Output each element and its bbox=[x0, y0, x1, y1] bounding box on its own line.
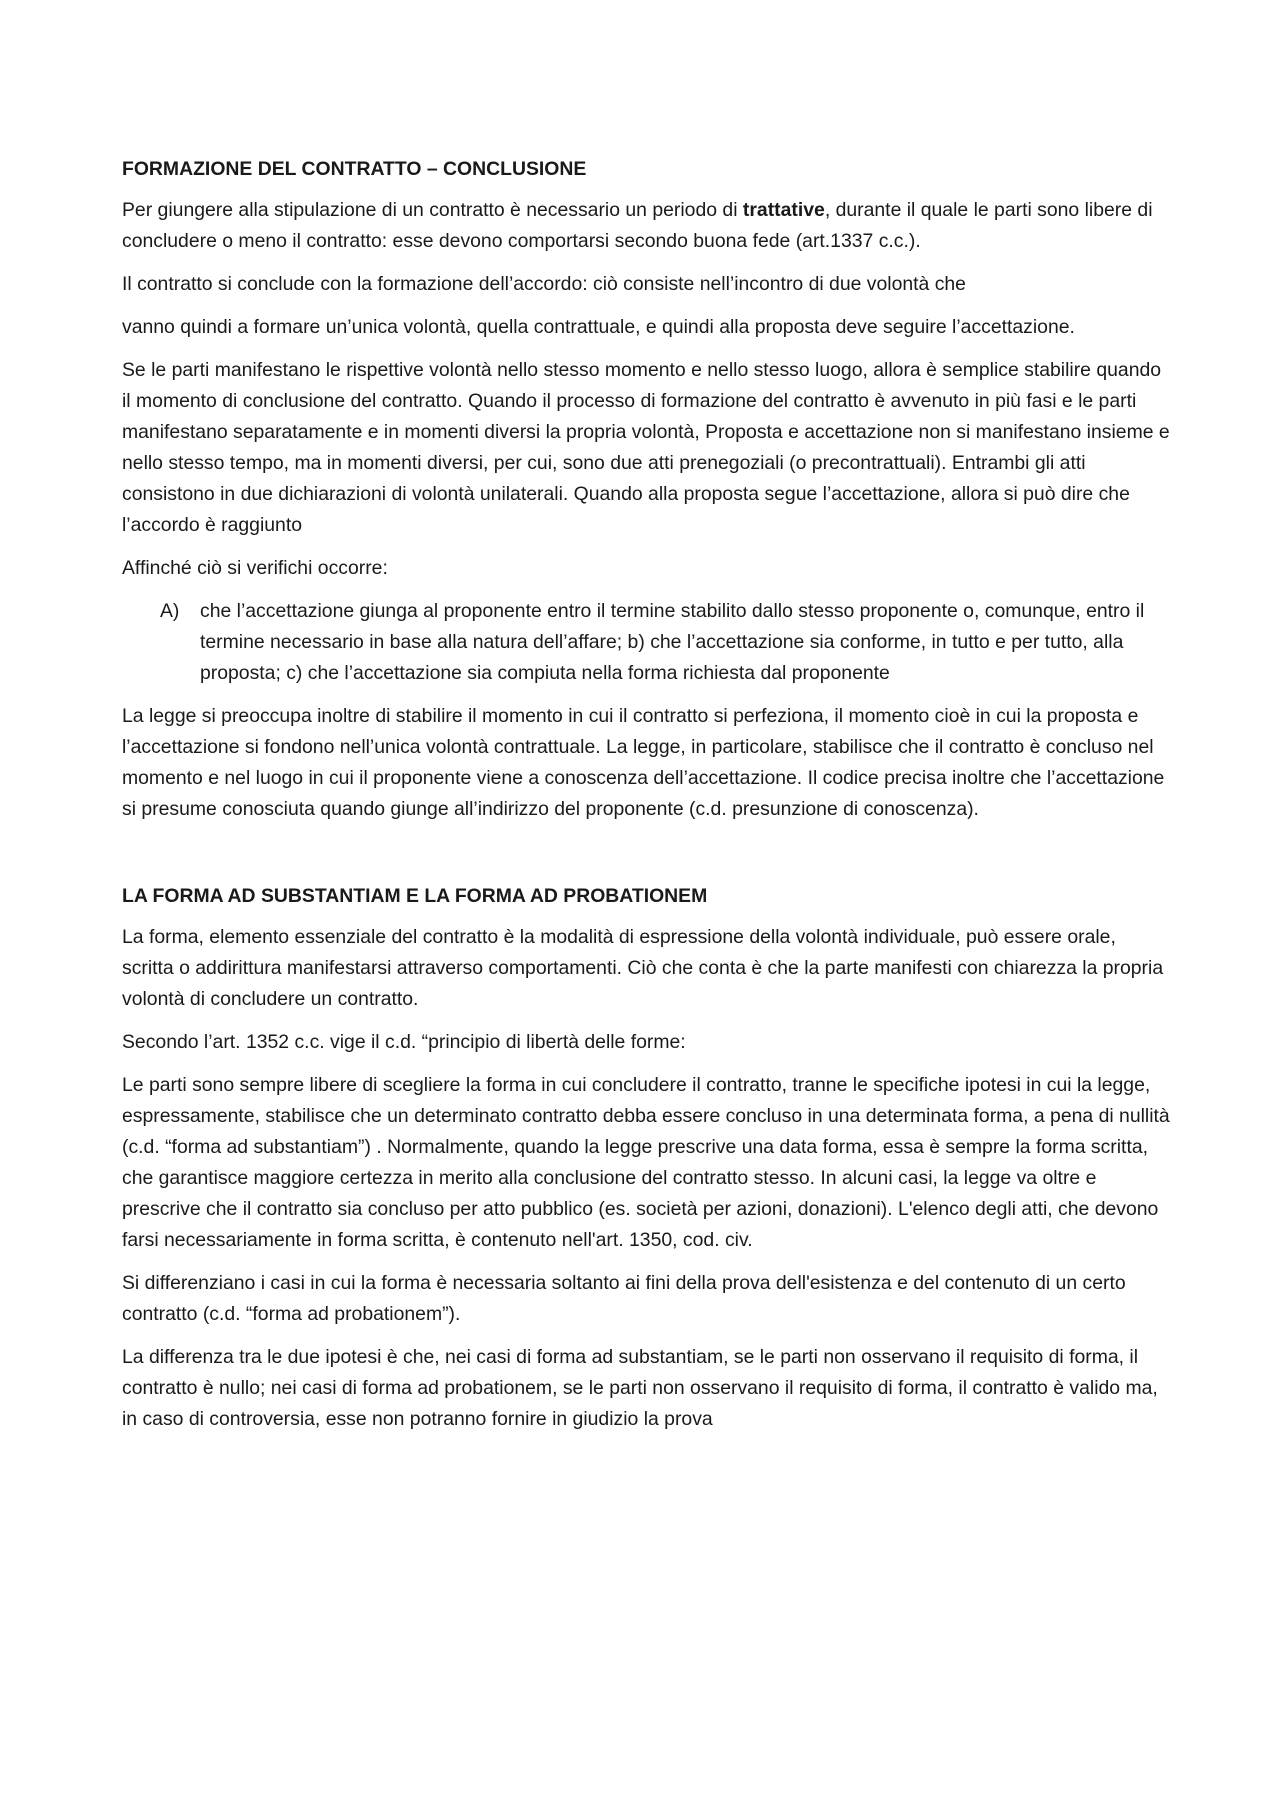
paragraph-volonta: vanno quindi a formare un’unica volontà, quella contrattuale, e quindi alla proposta deve seguire l’accettazione. bbox=[122, 316, 1075, 338]
paragraph-condizioni-intro: Affinché ciò si verifichi occorre: bbox=[122, 557, 388, 579]
paragraph-perfezionamento: La legge si preoccupa inoltre di stabilire il momento in cui il contratto si perfeziona, il momento cioè in cui la proposta e l’accettazione si fondono nell’unica volontà contrattuale. La legge, in particolare, stabilisce che il contratto è concluso nel momento e nel luogo in cui il proponente viene a conoscenza dell’accettazione. Il codice precisa inoltre che l’accettazione si presume conosciuta quando giunge all’indirizzo del proponente (c.d. presunzione di conoscenza). bbox=[122, 705, 1165, 820]
paragraph-forma-elemento: La forma, elemento essenziale del contratto è la modalità di espressione della volontà individuale, può essere orale, scritta o addirittura manifestarsi attraverso comportamenti. Ciò che conta è che la parte manifesti con chiarezza la propria volontà di concludere un contratto. bbox=[122, 926, 1164, 1010]
section-spacer bbox=[122, 837, 1172, 881]
paragraph-ad-substantiam: Le parti sono sempre libere di scegliere la forma in cui concludere il contratto, tranne le specifiche ipotesi in cui la legge, espressamente, stabilisce che un determinato contratto debba essere concluso in una determinata forma, a pena di nullità (c.d. “forma ad substantiam”) . Normalmente, quando la legge prescrive una data forma, essa è sempre la forma scritta, che garantisce maggiore certezza in merito alla conclusione del contratto stesso. In alcuni casi, la legge va oltre e prescrive che il contratto sia concluso per atto pubblico (es. società per azioni, donazioni). L'elenco degli atti, che devono farsi necessariamente in forma scritta, è contenuto nell'art. 1350, cod. civ. bbox=[122, 1074, 1170, 1251]
section-title: FORMAZIONE DEL CONTRATTO – CONCLUSIONE bbox=[122, 158, 587, 180]
section-formazione-contratto bbox=[122, 154, 1172, 825]
paragraph-text: , durante il quale le parti sono libere di concludere o meno il contratto: esse devono comportarsi secondo buona fede (art.1337 c.c.). bbox=[122, 199, 1153, 252]
document-page bbox=[122, 154, 1172, 1447]
paragraph-differenza: La differenza tra le due ipotesi è che, nei casi di forma ad substantiam, se le parti non osservano il requisito di forma, il contratto è nullo; nei casi di forma ad probationem, se le parti non osservano il requisito di forma, il contratto è valido ma, in caso di controversia, esse non potranno fornire in giudizio la prova bbox=[122, 1346, 1158, 1430]
section-forma bbox=[122, 881, 1172, 1435]
paragraph-text: Per giungere alla stipulazione di un contratto è necessario un periodo di bbox=[122, 199, 743, 221]
conditions-list bbox=[122, 596, 1172, 689]
list-item-text: che l’accettazione giunga al proponente entro il termine stabilito dallo stesso proponente o, comunque, entro il termine necessario in base alla natura dell’affare; b) che l’accettazione sia conforme, in tutto e per tutto, alla proposta; c) che l’accettazione sia compiuta nella forma richiesta dal proponente bbox=[200, 600, 1145, 684]
bold-term-trattative: trattative bbox=[742, 199, 825, 221]
list-marker: A) bbox=[160, 600, 180, 622]
section-title: LA FORMA AD SUBSTANTIAM E LA FORMA AD PROBATIONEM bbox=[122, 885, 708, 907]
paragraph-trattative bbox=[122, 195, 1172, 257]
paragraph-conclusione: Se le parti manifestano le rispettive volontà nello stesso momento e nello stesso luogo, allora è semplice stabilire quando il momento di conclusione del contratto. Quando il processo di formazione del contratto è avvenuto in più fasi e le parti manifestano separatamente e in momenti diversi la propria volontà, Proposta e accettazione non si manifestano insieme e nello stesso tempo, ma in momenti diversi, per cui, sono due atti prenegoziali (o precontrattuali). Entrambi gli atti consistono in due dichiarazioni di volontà unilaterali. Quando alla proposta segue l’accettazione, allora si può dire che l’accordo è raggiunto bbox=[122, 359, 1170, 536]
paragraph-liberta-forme: Secondo l’art. 1352 c.c. vige il c.d. “principio di libertà delle forme: bbox=[122, 1031, 686, 1053]
paragraph-ad-probationem: Si differenziano i casi in cui la forma è necessaria soltanto ai fini della prova dell'esistenza e del contenuto di un certo contratto (c.d. “forma ad probationem”). bbox=[122, 1272, 1126, 1325]
paragraph-accordo: Il contratto si conclude con la formazione dell’accordo: ciò consiste nell’incontro di due volontà che bbox=[122, 273, 966, 295]
list-item bbox=[122, 596, 1172, 689]
